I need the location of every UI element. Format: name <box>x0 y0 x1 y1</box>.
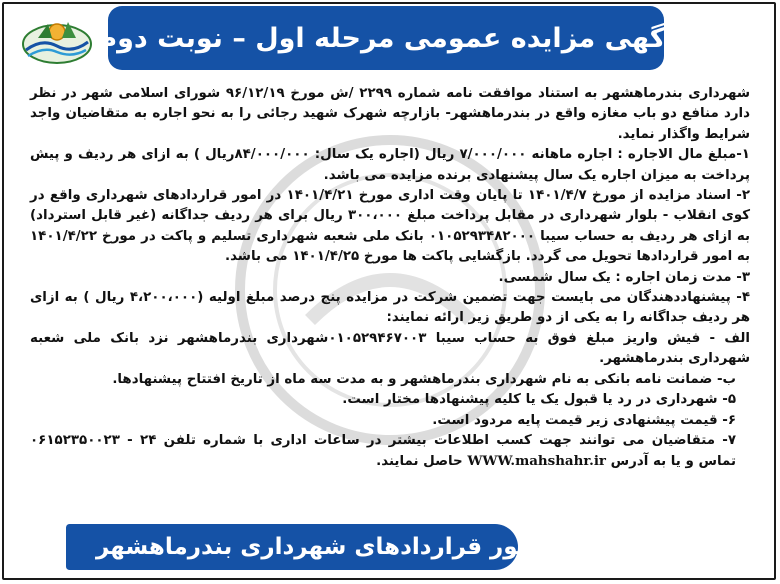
municipality-emblem-icon <box>18 16 96 66</box>
intro-paragraph: شهرداری بندرماهشهر به استناد موافقت نامه شماره ۲۲۹۹ /ش مورخ ۹۶/۱۲/۱۹ شورای اسلامی شهر در نظر دارد منافع دو باب مغازه واقع در بندرماهشهر- بازارچه شهرک شهید رجائی را به نحو اجاره به متقاضیان واجد شرایط واگذار نماید. <box>30 86 751 142</box>
item-6: ۶- قیمت پیشنهادی زیر قیمت پایه مردود است. <box>432 412 736 428</box>
item-7 <box>30 431 750 473</box>
item-4b: ب- ضمانت نامه بانکی به نام شهرداری بندرماهشهر و به مدت سه ماه از تاریخ افتتاح پیشنهادها. <box>112 371 736 387</box>
item-7-text: ۷- متقاضیان می توانند جهت کسب اطلاعات بیشتر در ساعات اداری با شماره تلفن ۲۴ - ۰۶۱۵۲۳۵۰۰۲۳ تماس و یا به آدرس <box>30 432 737 470</box>
footer-signature: امور قراردادهای شهرداری بندرماهشهر <box>96 534 540 560</box>
footer-banner <box>66 524 540 570</box>
item-7-end: حاصل نمایند. <box>376 454 463 470</box>
website-link[interactable]: WWW.mahshahr.ir <box>467 453 606 470</box>
item-2: ۲- اسناد مزایده از مورخ ۱۴۰۱/۴/۷ تا پایان وقت اداری مورخ ۱۴۰۱/۴/۲۱ در امور قراردادهای شهرداری واقع در کوی انقلاب - بلوار شهرداری در مقابل پرداخت مبلغ ۳۰۰،۰۰۰ ریال برای هر ردیف جداگانه (غیر قابل استرداد) به ازای هر ردیف به حساب سیبا ۰۱۰۵۲۹۳۴۸۲۰۰۰ بانک ملی شعبه شهرداری تسلیم و پاکت در مورخ ۱۴۰۱/۴/۲۲ به امور قراردادها تحویل می گردد. بازگشایی پاکت ها مورخ ۱۴۰۱/۴/۲۵ می باشد. <box>30 188 751 265</box>
item-1: ۱-مبلغ مال الاجاره : اجاره ماهانه ۷/۰۰۰/۰۰۰ ریال (اجاره یک سال: ۸۴/۰۰۰/۰۰۰ریال ) به ازای هر ردیف و پیش پرداخت به میزان اجاره یک سال پیشنهادی برنده مزایده می باشد. <box>30 147 750 183</box>
item-3: ۳- مدت زمان اجاره : یک سال شمسی. <box>498 269 750 285</box>
notice-body <box>30 84 750 473</box>
item-5: ۵- شهرداری در رد یا قبول یک یا کلیه پیشنهادها مختار است. <box>342 392 736 408</box>
notice-title: آگهی مزایده عمومی مرحله اول – نوبت دوم <box>97 22 675 54</box>
header-banner <box>97 6 675 70</box>
item-4a: الف - فیش واریز مبلغ فوق به حساب سیبا ۰۱۰۵۲۹۴۶۷۰۰۳شهرداری بندرماهشهر نزد بانک ملی شعبه شهرداری بندرماهشهر. <box>30 330 750 367</box>
item-4: ۴- پیشنهاددهندگان می بایست جهت تضمین شرکت در مزایده پنج درصد مبلغ اولیه (۴،۲۰۰،۰۰۰ ریال ) به ازای هر ردیف جداگانه را به یکی از دو طریق زیر ارائه نمایند: <box>30 290 750 326</box>
